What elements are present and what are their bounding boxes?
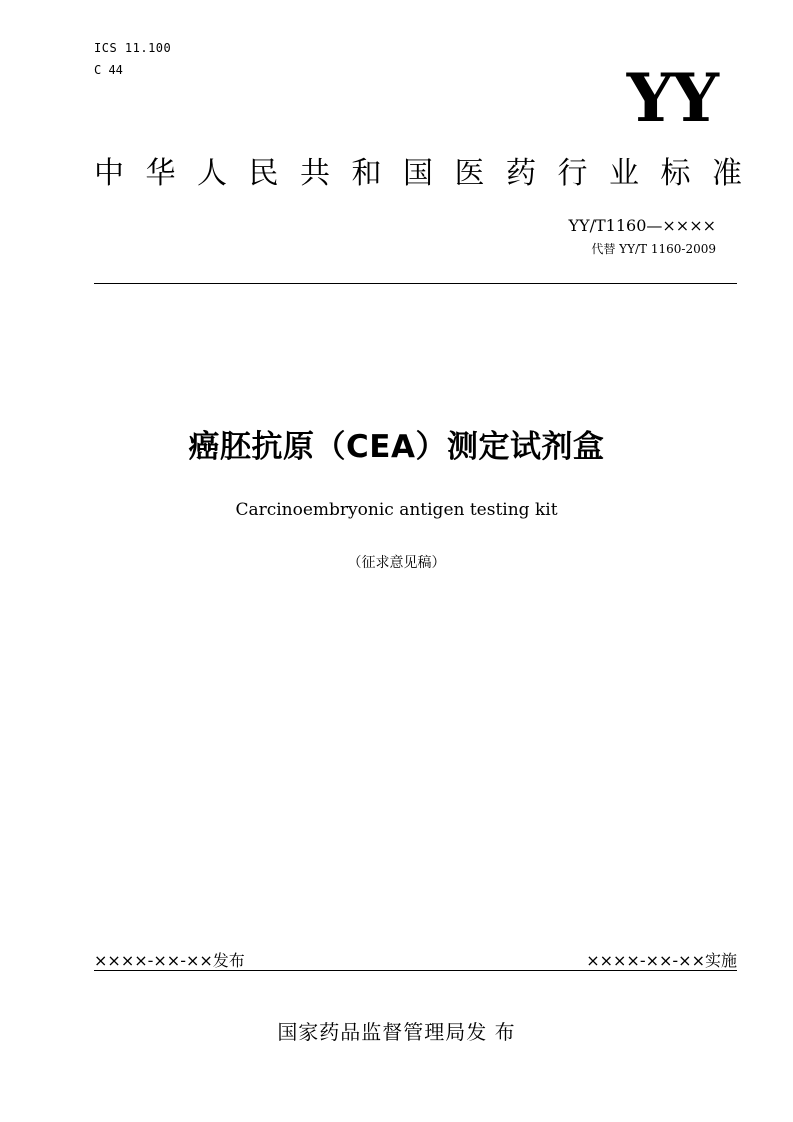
- top-divider: [94, 283, 737, 284]
- standard-name-char: 业: [609, 156, 639, 191]
- standard-name-char: 华: [145, 156, 176, 191]
- publish-date: ××××-××-××发布: [94, 951, 245, 970]
- issuing-authority: 国家药品监督管理局发 布: [277, 1020, 516, 1044]
- standard-name-char: 药: [506, 156, 536, 191]
- document-title-chinese: 癌胚抗原（CEA）测定试剂盒: [188, 429, 605, 465]
- bottom-divider: [94, 970, 737, 971]
- standard-name-char: 和: [351, 156, 382, 191]
- classification-code: C 44: [94, 63, 123, 77]
- draft-note: （征求意见稿）: [347, 555, 446, 571]
- standard-code: YY/T1160—××××: [568, 216, 716, 235]
- standard-name-char: 行: [557, 156, 588, 191]
- standard-name-char: 准: [712, 156, 742, 191]
- document-title-english: Carcinoembryonic antigen testing kit: [235, 500, 558, 520]
- standard-name-char: 标: [660, 156, 691, 191]
- standard-name-char: 共: [300, 156, 330, 191]
- standard-name-char: 国: [403, 156, 433, 191]
- standard-name: [94, 154, 742, 194]
- replaces-standard: 代替 YY/T 1160-2009: [591, 242, 716, 256]
- ics-code: ICS 11.100: [94, 41, 172, 55]
- standard-name-char: 民: [248, 156, 279, 191]
- implement-date: ××××-××-××实施: [586, 951, 737, 970]
- standard-name-char: 医: [454, 156, 485, 191]
- standard-name-char: 人: [197, 156, 227, 191]
- standard-name-char: 中: [94, 156, 124, 191]
- yy-logo: YY: [626, 59, 717, 137]
